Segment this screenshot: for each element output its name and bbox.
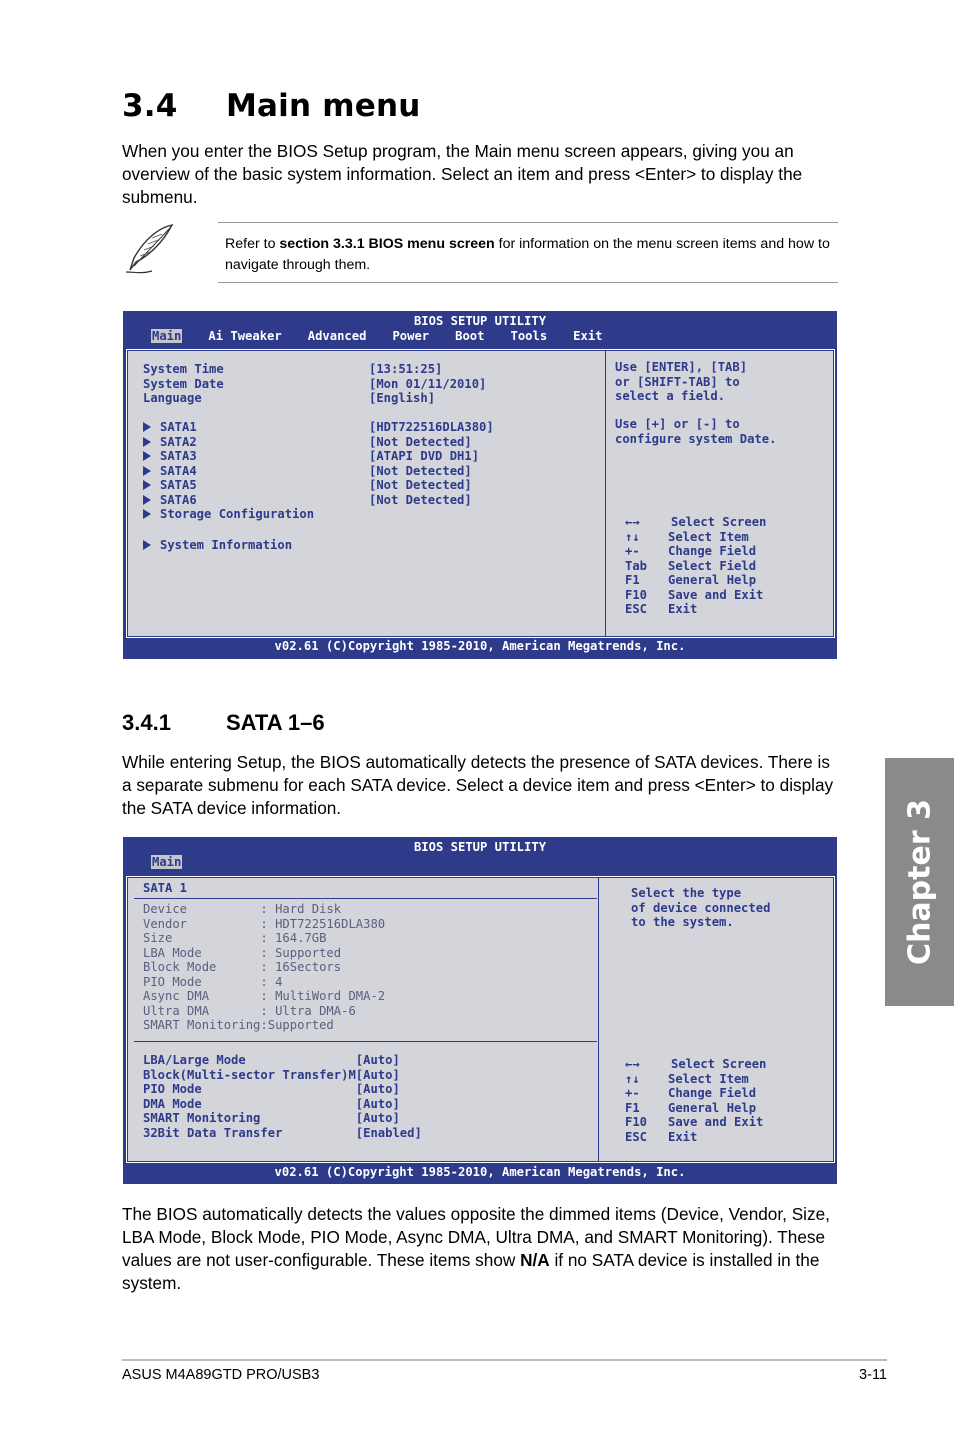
key-f1: F1 [625, 1100, 640, 1115]
item-sata4[interactable]: SATA4 [143, 464, 197, 479]
info-lba-mode: LBA Mode : Supported [143, 945, 342, 960]
note-bottom-rule [218, 282, 838, 283]
key-plus-minus: +- [625, 544, 640, 558]
menu-ai-tweaker[interactable]: Ai Tweaker [208, 329, 282, 343]
panel-divider [598, 878, 599, 1161]
item-sata6[interactable]: SATA6 [143, 493, 197, 508]
key-desc: Change Field [668, 544, 757, 558]
item-storage-configuration[interactable]: Storage Configuration [143, 507, 314, 522]
menu-boot[interactable]: Boot [455, 329, 485, 343]
value-sata3: [ATAPI DVD DH1] [369, 449, 480, 463]
menu-exit[interactable]: Exit [573, 329, 603, 343]
key-desc: Save and Exit [668, 1115, 764, 1129]
help-line: Select the type [631, 886, 742, 900]
key-desc: Select Item [668, 529, 749, 544]
section-number: 3.4 [122, 88, 178, 124]
value-sata6: [Not Detected] [369, 492, 472, 507]
key-arrows-ud: ↑↓ [625, 529, 640, 544]
help-line: to the system. [631, 915, 734, 929]
item-sata2[interactable]: SATA2 [143, 435, 197, 450]
help-line: of device connected [631, 900, 771, 915]
key-desc: Select Screen [671, 515, 767, 529]
info-ultra-dma: Ultra DMA : Ultra DMA-6 [143, 1003, 356, 1018]
note-suffix: for information on the menu screen items and how to navigate through them. [225, 236, 830, 273]
bios-main-screen [123, 311, 837, 659]
submenu-arrow-icon [143, 480, 151, 490]
key-esc: ESC [625, 602, 648, 616]
info-async-dma: Async DMA : MultiWord DMA-2 [143, 989, 386, 1003]
panel-divider [605, 351, 606, 636]
submenu-arrow-icon [143, 495, 151, 505]
subsection-title: SATA 1–6 [226, 710, 325, 735]
section-title: Main menu [226, 88, 421, 124]
menu-advanced[interactable]: Advanced [307, 329, 367, 343]
setting-block-multi-sector[interactable]: Block(Multi-sector Transfer)M[Auto] [143, 1067, 400, 1082]
info-size: Size : 164.7GB [143, 931, 327, 945]
key-desc: General Help [668, 1100, 757, 1115]
note-top-rule [218, 222, 838, 223]
info-pio-mode: PIO Mode : 4 [143, 974, 283, 989]
item-sata3[interactable]: SATA3 [143, 449, 197, 464]
item-sata1[interactable]: SATA1 [143, 420, 197, 435]
help-line: Use [+] or [-] to [615, 417, 740, 431]
bios-title: BIOS SETUP UTILITY [413, 314, 547, 328]
sata-intro-paragraph: While entering Setup, the BIOS automatically detects the presence of SATA devices. There is a separate submenu for each SATA device. Select a device item and press <Enter> to display the SATA device information. [122, 752, 834, 818]
info-vendor: Vendor : HDT722516DLA380 [143, 916, 386, 931]
bios-panel [127, 350, 834, 637]
footer-product: ASUS M4A89GTD PRO/USB3 [122, 1367, 320, 1383]
outro-paragraph [122, 1203, 842, 1295]
footer-rule [122, 1359, 887, 1361]
submenu-arrow-icon [143, 422, 151, 432]
chapter-tab [885, 758, 954, 1006]
key-arrows-lr: ←→ [625, 515, 640, 529]
intro-paragraph: When you enter the BIOS Setup program, the Main menu screen appears, giving you an overview of the basic system information. Select an item and press <Enter> to display the submenu. [122, 141, 803, 207]
value-language[interactable]: [English] [369, 391, 436, 405]
panel-title: SATA 1 [143, 881, 188, 895]
key-desc: Exit [668, 1129, 698, 1144]
footer-page-number: 3-11 [859, 1367, 887, 1383]
help-line: Use [ENTER], [TAB] [615, 360, 748, 374]
key-desc: Select Screen [671, 1057, 767, 1071]
subsection-number: 3.4.1 [122, 710, 171, 735]
key-desc: Select Item [668, 1071, 749, 1086]
info-device: Device : Hard Disk [143, 902, 342, 916]
value-system-time[interactable]: [13:51:25] [369, 362, 443, 376]
setting-dma-mode[interactable]: DMA Mode [Auto] [143, 1096, 400, 1111]
menu-power[interactable]: Power [392, 329, 430, 343]
submenu-arrow-icon [143, 451, 151, 461]
submenu-arrow-icon [143, 540, 151, 550]
bios-menu-bar [151, 329, 629, 343]
key-tab: Tab [625, 558, 648, 573]
bios-footer: v02.61 (C)Copyright 1985-2010, American Megatrends, Inc. [274, 639, 686, 653]
key-arrows-lr: ←→ [625, 1057, 640, 1071]
key-f1: F1 [625, 573, 640, 587]
item-system-date[interactable]: System Date [143, 376, 224, 391]
help-line: select a field. [615, 389, 726, 403]
chapter-tab-label: Chapter 3 [902, 799, 937, 965]
value-sata2: [Not Detected] [369, 434, 472, 449]
key-desc: Exit [668, 602, 698, 616]
key-f10: F10 [625, 587, 648, 602]
menu-tools[interactable]: Tools [510, 329, 548, 343]
section-heading [122, 88, 421, 124]
info-smart: SMART Monitoring:Supported [143, 1018, 334, 1032]
submenu-arrow-icon [143, 509, 151, 519]
item-language[interactable]: Language [143, 391, 202, 405]
subsection-heading [122, 710, 325, 736]
info-block-mode: Block Mode : 16Sectors [143, 960, 342, 974]
value-sata4: [Not Detected] [369, 463, 472, 478]
note-reference: section 3.3.1 BIOS menu screen [279, 236, 495, 252]
key-desc: General Help [668, 573, 757, 587]
key-desc: Change Field [668, 1086, 757, 1100]
feather-pen-icon [122, 222, 178, 278]
key-desc: Select Field [668, 558, 757, 573]
title-rule [134, 898, 597, 899]
menu-main[interactable]: Main [152, 329, 182, 343]
key-arrows-ud: ↑↓ [625, 1071, 640, 1086]
item-sata5[interactable]: SATA5 [143, 478, 197, 493]
setting-pio-mode[interactable]: PIO Mode [Auto] [143, 1082, 400, 1096]
outro-bold: N/A [520, 1250, 550, 1270]
key-desc: Save and Exit [668, 587, 764, 602]
value-sata1: [HDT722516DLA380] [369, 420, 494, 434]
key-f10: F10 [625, 1115, 648, 1129]
value-sata5: [Not Detected] [369, 478, 472, 492]
help-line: configure system Date. [615, 431, 777, 446]
key-plus-minus: +- [625, 1086, 640, 1100]
submenu-arrow-icon [143, 466, 151, 476]
setting-smart-monitoring[interactable]: SMART Monitoring [Auto] [143, 1111, 400, 1125]
bios-menu-bar [151, 855, 208, 869]
help-line: or [SHIFT-TAB] to [615, 374, 740, 389]
outro-text: The BIOS automatically detects the values opposite the dimmed items (Device, Vendor, Size, LBA Mode, Block Mode, PIO Mode, Async DMA, Ultra DMA, and SMART Monitoring). These values are not user-configurable. These items show [122, 1204, 830, 1270]
bios-title: BIOS SETUP UTILITY [413, 840, 547, 854]
note-text [225, 234, 835, 276]
bios-footer: v02.61 (C)Copyright 1985-2010, American Megatrends, Inc. [274, 1165, 686, 1179]
submenu-arrow-icon [143, 437, 151, 447]
setting-lba-large-mode[interactable]: LBA/Large Mode [Auto] [143, 1053, 400, 1067]
bios-sata-screen [123, 837, 837, 1184]
bios-panel [127, 877, 834, 1162]
item-system-time[interactable]: System Time [143, 362, 224, 376]
item-system-information[interactable]: System Information [143, 538, 292, 553]
section-rule [134, 1041, 597, 1042]
value-system-date[interactable]: [Mon 01/11/2010] [369, 376, 487, 391]
setting-32bit-transfer[interactable]: 32Bit Data Transfer [Enabled] [143, 1125, 422, 1140]
menu-main[interactable]: Main [152, 855, 182, 869]
key-esc: ESC [625, 1129, 648, 1144]
note-prefix: Refer to [225, 236, 280, 252]
outro-suffix: if no SATA device is installed in the system. [122, 1250, 820, 1293]
